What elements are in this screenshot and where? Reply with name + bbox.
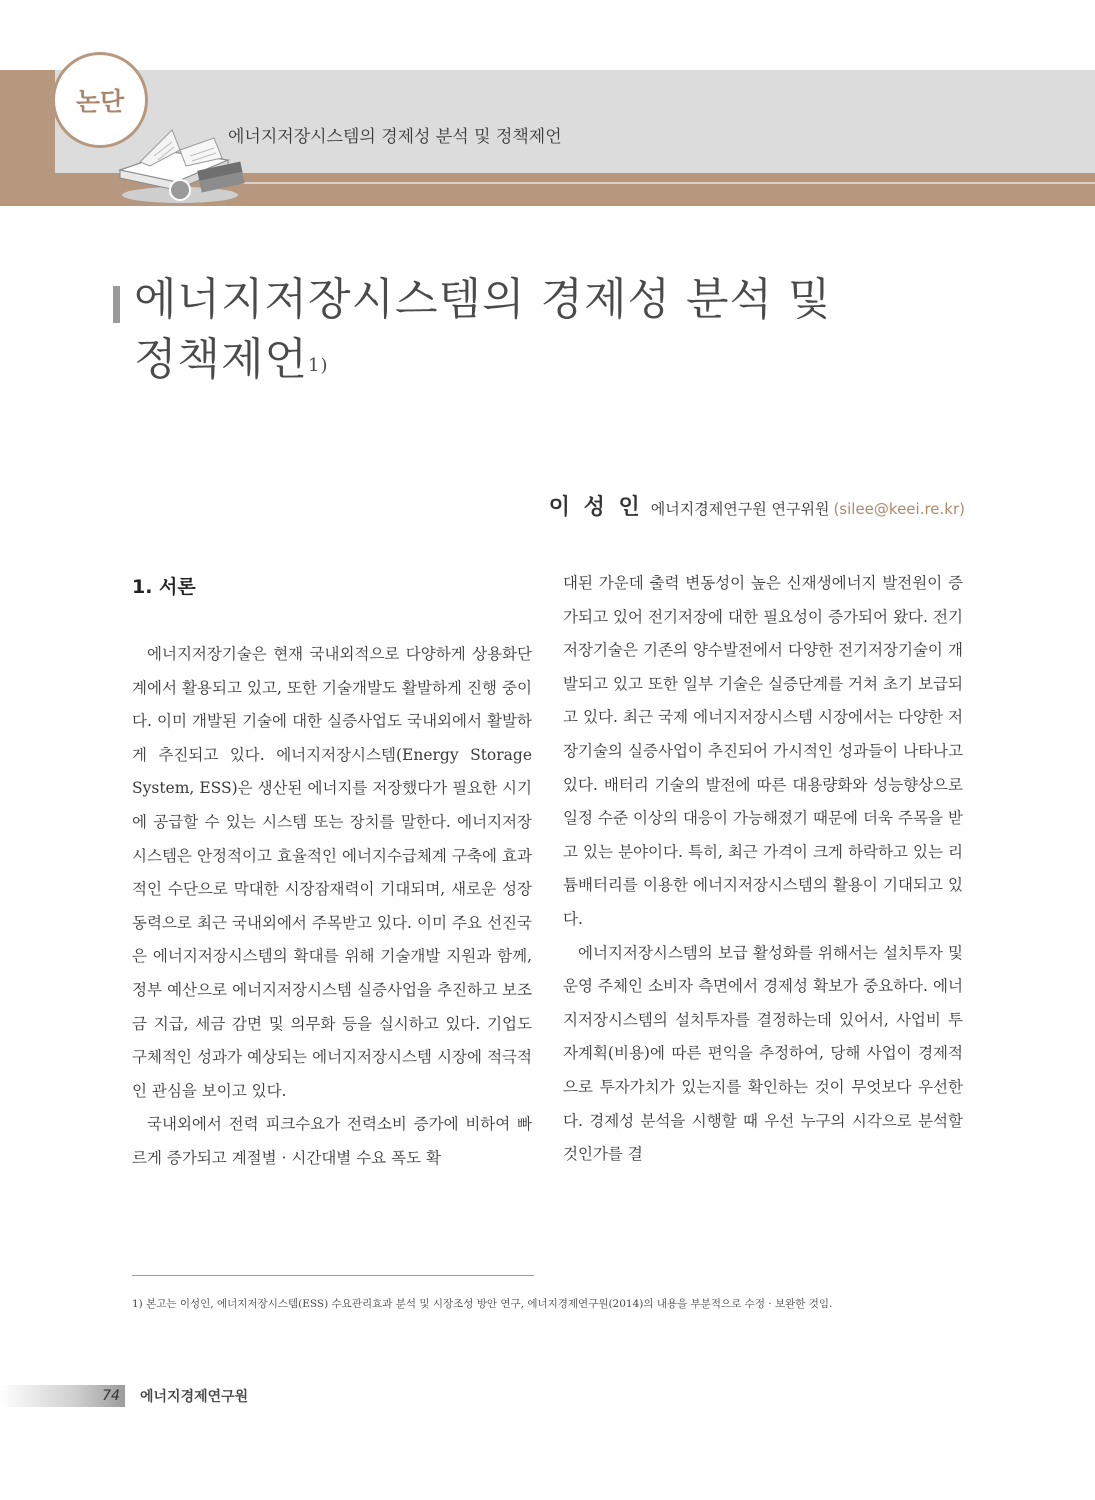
author-affiliation: 에너지경제연구원 연구위원 [650, 500, 830, 518]
footnote: 1) 본고는 이성인, 에너지저장시스템(ESS) 수요관리효과 분석 및 시장조성 방안 연구, 에너지경제연구원(2014)의 내용을 부분적으로 수정 · 보완한 것임. [132, 1298, 833, 1310]
page-number: 74 [102, 1388, 120, 1404]
section-label-badge: 논단 [52, 52, 148, 148]
paragraph: 에너지저장시스템의 보급 활성화를 위해서는 설치투자 및 운영 주체인 소비자 측면에서 경제성 확보가 중요하다. 에너지저장시스템의 설치투자를 결정하는데 있어서, 사업비 투자계획(비용)에 따른 편익을 추정하여, 당해 사업이 경제적으로 투자가치가 있는지를 확인하는 것이 무엇보다 우선한다. 경제성 분석을 시행할 때 우선 누구의 시각으로 분석할 것인가를 결 [563, 943, 963, 1164]
article-title [134, 270, 934, 390]
author-name: 이 성 인 [548, 495, 643, 520]
header-rule [225, 182, 1095, 184]
body-column-right [563, 567, 963, 1172]
article-title-line1: 에너지저장시스템의 경제성 분석 및 [134, 274, 832, 325]
paragraph: 에너지저장기술은 현재 국내외적으로 다양하게 상용화단계에서 활용되고 있고, 또한 기술개발도 활발하게 진행 중이다. 이미 개발된 기술에 대한 실증사업도 국내외에서 활발하게 추진되고 있다. 에너지저장시스템(Energy Storage System, ESS)은 생산된 에너지를 저장했다가 필요한 시기에 공급할 수 있는 시스템 또는 장치를 말한다. 에너지저장시스템은 안정적이고 효율적인 에너지수급체계 구축에 효과적인 수단으로 막대한 시장잠재력이 기대되며, 새로운 성장동력으로 최근 국내외에서 주목받고 있다. 이미 주요 선진국은 에너지저장시스템의 확대를 위해 기술개발 지원과 함께, 정부 예산으로 에너지저장시스템 실증사업을 추진하고 보조금 지급, 세금 감면 및 의무화 등을 실시하고 있다. 기업도 구체적인 성과가 예상되는 에너지저장시스템 시장에 적극적인 관심을 보이고 있다. [132, 645, 532, 1100]
footnote-rule [132, 1275, 534, 1276]
title-footnote-mark: 1) [308, 355, 329, 376]
header-band-edge [0, 70, 55, 206]
paragraph: 대된 가운데 출력 변동성이 높은 신재생에너지 발전원이 증가되고 있어 전기저장에 대한 필요성이 증가되어 왔다. 전기저장기술은 기존의 양수발전에서 다양한 전기저장기술이 개발되고 있고 또한 일부 기술은 실증단계를 거쳐 초기 보급되고 있다. 최근 국제 에너지저장시스템 시장에서는 다양한 저장기술의 실증사업이 추진되어 가시적인 성과들이 나타나고 있다. 배터리 기술의 발전에 따른 대용량화와 성능향상으로 일정 수준 이상의 대응이 가능해졌기 때문에 더욱 주목을 받고 있는 분야이다. 특히, 최근 가격이 크게 하락하고 있는 리튬배터리를 이용한 에너지저장시스템의 활용이 기대되고 있다. [563, 574, 963, 928]
body-column-left [132, 570, 532, 1176]
section-heading: 1. 서론 [132, 576, 196, 598]
article-title-line2-text: 정책제언 [134, 334, 309, 385]
author-line [549, 490, 965, 521]
title-marker-bar [113, 286, 120, 323]
article-title-line2 [134, 330, 934, 390]
author-email: (silee@keei.re.kr) [833, 500, 965, 518]
running-title: 에너지저장시스템의 경제성 분석 및 정책제언 [228, 127, 562, 147]
paragraph: 국내외에서 전력 피크수요가 전력소비 증가에 비하여 빠르게 증가되고 계절별 · 시간대별 수요 폭도 확 [132, 1115, 532, 1167]
footer-organization: 에너지경제연구원 [140, 1389, 249, 1405]
